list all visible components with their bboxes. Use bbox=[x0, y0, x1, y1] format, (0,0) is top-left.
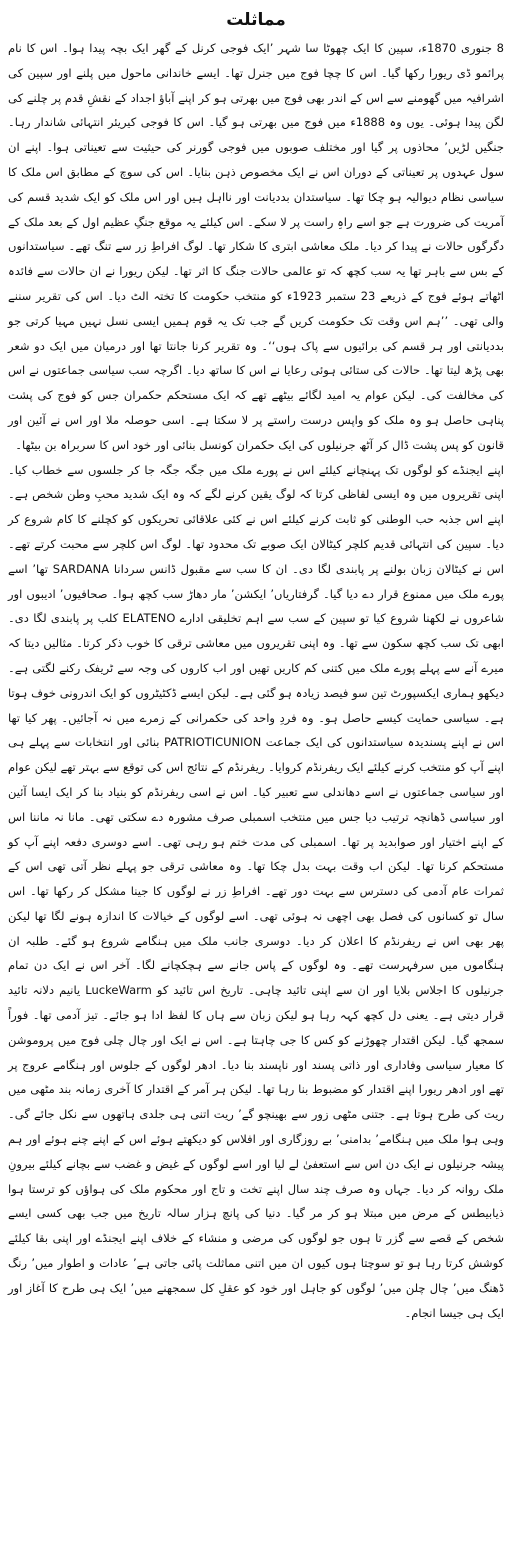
article-paragraph: اپنے ایجنڈے کو لوگوں تک پہنچانے کیلئے اس نے پورے ملک میں جگہ جگہ جا کر جلسوں سے خطاب کیا۔ اپنی تقریروں میں وہ ایسی لفاظی کرتا کہ لوگ یقین کرنے لگے کہ وہ ایک شدید محبِ وطن شخص ہے۔ اپنے اس جذبہ حب الوطنی کو ثابت کرنے کیلئے اس نے کئی علاقائی تحریکوں کو کچلنے کا کام شروع کر دیا۔ سپین کی انتہائی قدیم کلچر کیٹالان ایک صوبے تک محدود تھا۔ لوگ اس کلچر سے محبت کرتے تھے۔ اس نے کیٹالان زبان بولنے پر پابندی لگا دی۔ ان کا سب سے مقبول ڈانس سردانا SARDANA تھا’ اسے پورے ملک میں ممنوع قرار دے دیا گیا۔ گرفتاریاں’ ایکشن’ مار دھاڑ سب کچھ ہوا۔ صحافیوں’ ادیبوں اور شاعروں نے لکھنا شروع کیا تو سپین کے سب سے اہم تخلیقی ادارے ELATENO کلب پر پابندی لگا دی۔ ابھی تک سب کچھ سکون سے تھا۔ وہ اپنی تقریروں میں معاشی ترقی کا خوب ذکر کرتا۔ مثالیں دیتا کہ میرے آنے سے پہلے پورے ملک میں کتنی کم کاریں تھیں اور اب کاروں کی وجہ سے ٹریفک رکنے لگتی ہے۔ دیکھو ہماری ایکسپورٹ تین سو فیصد زیادہ ہو گئی ہے۔ لیکن ایسے ڈکٹیٹروں کو ایک اندرونی خوف ہوتا ہے۔ سیاسی حمایت کیسے حاصل ہو۔ وہ فردِ واحد کی حکمرانی کے زمرے میں نہ آجائیں۔ پھر کیا تھا اس نے اپنے پسندیدہ سیاستدانوں کی ایک جماعت PATRIOTICUNION بنائی اور انتخابات سے پہلے ہی اپنے آپ کو منتخب کرنے کیلئے ایک ریفرنڈم کروایا۔ ریفرنڈم کے نتائج اس کی توقع سے بہتر تھے لیکن عوام اور سیاسی جماعتوں نے اسے دھاندلی سے تعبیر کیا۔ اس نے اسی ریفرنڈم کو بنیاد بنا کر ایک ایسا آئین اور سیاسی ڈھانچہ ترتیب دیا جس میں منتخب اسمبلی صرف مشورہ دے سکتی تھی۔ مانا نہ ماننا اس کے اپنے اختیار اور صوابدید پر تھا۔ اسمبلی کی مدت ختم ہو رہی تھی۔ اسے دوسری دفعہ اپنے آپ کو مستحکم کرنا تھا۔ لیکن اب وقت بہت بدل چکا تھا۔ وہ معاشی ترقی جو پہلے نظر آتی تھی اس کے ثمرات عام آدمی کی دسترس سے بہت دور تھے۔ افراطِ زر نے لوگوں کا جینا مشکل کر رکھا تھا۔ اس سال تو کسانوں کی فصل بھی اچھی نہ ہوئی تھی۔ اسے لوگوں کے خیالات کا اندازہ ہونے لگا تھا لیکن پھر بھی اس نے ریفرنڈم کا اعلان کر دیا۔ دوسری جانب ملک میں ہنگامے شروع ہو گئے۔ طلبہ ان ہنگاموں میں سرفہرست تھے۔ وہ لوگوں کے پاس جانے سے ہچکچانے لگا۔ آخر اس نے ایک دن تمام جرنیلوں کا اجلاس بلایا اور ان سے اپنی تائید چاہی۔ تاریخ اس تائید کو LuckeWarm یانیم دلانہ تائید قرار دیتی ہے۔ یعنی دل کچھ کہہ رہا ہو لیکن زبان سے ہاں کا لفظ ادا ہو جائے۔ تیز آدمی تھا۔ فوراً سمجھ گیا۔ لیکن اقتدار چھوڑنے کو کس کا جی چاہتا ہے۔ اس نے ایک اور چال چلی فوج میں پروموشن کا معیار سیاسی وفاداری اور ذاتی پسند اور ناپسند بنا دیا۔ ادھر لوگوں کے جلوس اور ہنگامے عروج پر تھے اور ادھر ریورا اپنے اقتدار کو مضبوط بنا رہا تھا۔ لیکن ہر آمر کے اقتدار کا آخری زمانہ بند مٹھی میں ریت کی طرح ہوتا ہے۔ جتنی مٹھی زور سے بھینچو گے’ ریت اتنی ہی جلدی ہاتھوں سے نکل جائے گی۔ وہی ہوا ملک میں ہنگامے’ بدامنی’ بے روزگاری اور افلاس کو دیکھتے ہوئے اس کے اپنے چنے ہوئے اور ہم پیشہ جرنیلوں نے ایک دن اس سے استعفیٰ لے لیا اور اسے لوگوں کے غیض و غضب سے بچانے کیلئے بیرونِ ملک روانہ کر دیا۔ جہاں وہ صرف چند سال اپنے تخت و تاج اور محکوم ملک کی ہواؤں کو ترستا ہوا ذیابیطس کے مرض میں مبتلا ہو کر مر گیا۔ دنیا کی پانچ ہزار سالہ تاریخ میں جب بھی کسی ایسے شخص کے قصے سے گزر تا ہوں جو لوگوں کی مرضی و منشاء کے خلاف اپنے ایجنڈے اور اپنی بقا کیلئے کوشش کرتا رہا ہو تو سوچتا ہوں کیوں ان میں اتنی مماثلت پائی جاتی ہے’ عادات و اطوار میں’ رنگ ڈھنگ میں’ چال چلن میں’ لوگوں کو جاہل اور خود کو عقلِ کل سمجھنے میں’ ایک ہی طرح کا آغاز اور ایک ہی جیسا انجام۔ bbox=[8, 462, 504, 1320]
article-paragraph: 8 جنوری 1870ء، سپین کا ایک چھوٹا سا شہر ’ایک فوجی کرنل کے گھر ایک بچہ پیدا ہوا۔ اس کا نام پرائمو ڈی ریورا رکھا گیا۔ اس کا چچا فوج میں جنرل تھا۔ ایسے خاندانی ماحول میں پلنے اور سپین کی اشرافیہ میں گھومنے سے اس کے اندر بھی فوج میں بھرتی ہو کر اپنے آباؤ اجداد کے نقشِ قدم پر چلنے کی لگن پیدا ہوئی۔ یوں وہ 1888ء میں فوج میں بھرتی ہو گیا۔ اس کا فوجی کیریئر انتہائی شاندار رہا۔ جنگیں لڑیں’ محاذوں پر گیا اور مختلف صوبوں میں فوجی گورنر کی حیثیت سے تعیناتی ہوا۔ اپنے ان سول عہدوں پر تعیناتی کے دوران اس نے ایک مخصوص ذہن بنایا۔ اس کی سوچ کے مطابق اس ملک کا سیاسی نظام دیوالیہ ہو چکا تھا۔ سیاستدان بددیانت اور نااہل ہیں اور اس ملک کو ایک شدید قسم کی آمریت کی ضرورت ہے جو اسے راہِ راست پر لا سکے۔ اس کیلئے یہ موقع جنگِ عظیم اول کے بعد ملک کے دگرگوں حالات نے پیدا کر دیا۔ ملک معاشی ابتری کا شکار تھا۔ لوگ افراطِ زر سے تنگ تھے۔ سیاستدانوں کے بس سے باہر تھا یہ سب کچھ کہ تو عالمی حالات جنگ کا اثر تھا۔ لیکن ریورا نے ان حالات سے فائدہ اٹھاتے ہوئے فوج کے ذریعے 23 ستمبر 1923ء کو منتخب حکومت کا تختہ الٹ دیا۔ اس کی تقریر سننے والی تھی۔ ’’ہم اس وقت تک حکومت کریں گے جب تک یہ قوم ہمیں ایسی نسل نہیں مہیا کرتی جو بددیانتی اور ہر قسم کی برائیوں سے پاک ہوں‘‘۔ وہ تقریر کرنا جانتا تھا اور درمیان میں ایک دو شعر بھی پڑھ لیتا تھا۔ حالات کی ستائی ہوئی رعایا نے اس کا ساتھ دیا۔ اگرچہ سب سیاسی جماعتوں نے اس کی مخالفت کی۔ لیکن عوام یہ امید لگائے بیٹھے تھے کہ ایک مستحکم حکمران جس کو فوج کی پشت پناہی حاصل ہو وہ ملک کو واپس درست راستے پر لا سکتا ہے۔ اسی حوصلہ ملا اور اس نے آئین اور قانون کو پس پشت ڈال کر آٹھ جرنیلوں کی ایک حکمران کونسل بنائی اور خود اس کا سربراہ بن بیٹھا۔ bbox=[8, 41, 504, 452]
article-title: مماثلت bbox=[226, 10, 286, 30]
article-body bbox=[8, 36, 504, 1325]
